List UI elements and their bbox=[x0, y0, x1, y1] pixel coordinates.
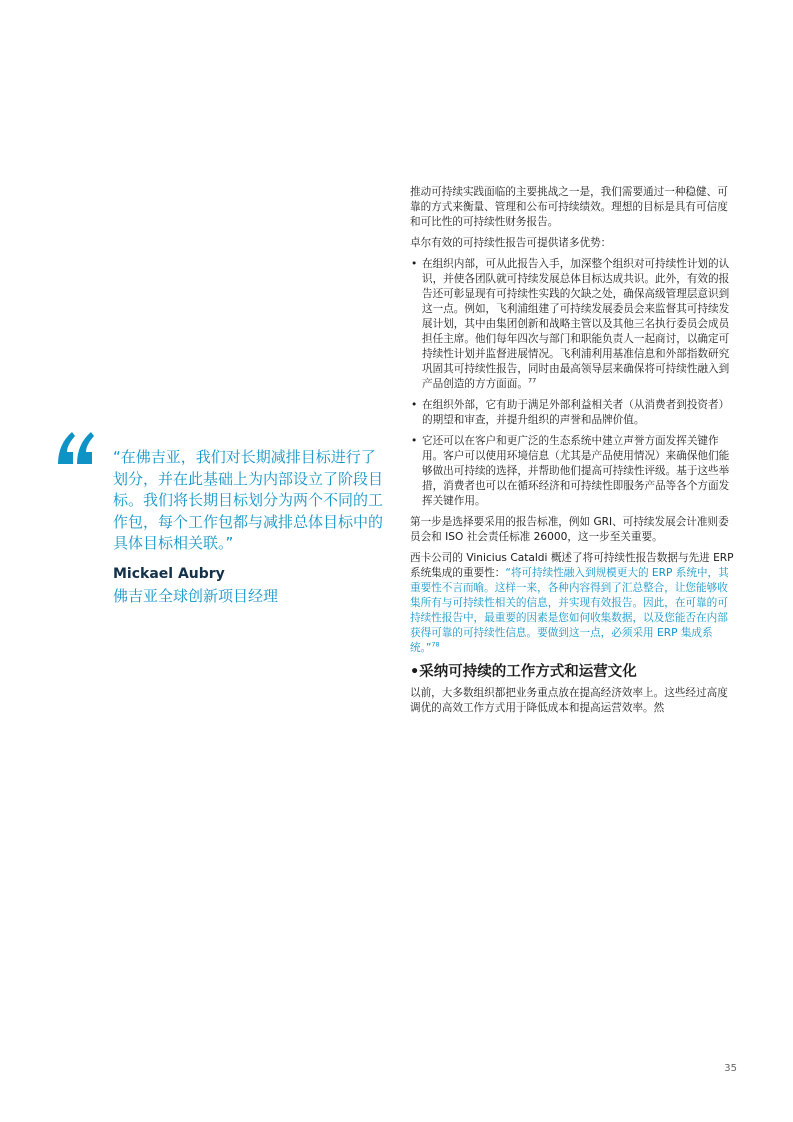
quotation-mark-icon bbox=[56, 418, 96, 478]
cataldi-paragraph bbox=[410, 551, 736, 656]
list-item bbox=[410, 398, 736, 428]
closing-paragraph: 以前，大多数组织都把业务重点放在提高经济效率上。这些经过高度调优的高效工作方式用于降低成本和提高运营效率。然 bbox=[410, 687, 728, 714]
footnote-ref: 78 bbox=[431, 640, 440, 649]
intro-paragraph: 推动可持续实践面临的主要挑战之一是，我们需要通过一种稳健、可靠的方式来衡量、管理和公布可持续绩效。理想的目标是具有可信度和可比性的可持续性财务报告。 bbox=[410, 186, 728, 228]
quote-author-role: 佛吉亚全球创新项目经理 bbox=[113, 587, 279, 605]
list-item bbox=[410, 434, 736, 509]
standards-paragraph: 第一步是选择要采用的报告标准，例如 GRI、可持续发展会计准则委员会和 ISO 社会责任标准 26000，这一步至关重要。 bbox=[410, 516, 729, 543]
bullet-marker: • bbox=[411, 258, 418, 270]
section-heading: •采纳可持续的工作方式和运营文化 bbox=[410, 664, 637, 680]
list-item-text: 在组织内部，可从此报告入手，加深整个组织对可持续性计划的认识，并使各团队就可持续发展总体目标达成共识。此外，有效的报告还可彰显现有可持续性实践的欠缺之处，确保高级管理层意识到这一点。例如，飞利浦组建了可持续发展委员会来监督其可持续发展计划，其中由集团创新和战略主管以及其他三名执行委员会成员担任主席。他们每年四次与部门和职能负责人一起商讨，以确定可持续性计划并监督进展情况。飞利浦利用基准信息和外部指数研究巩固其可持续性报告，同时由最高领导层来确保将可持续性融入到产品创造的方方面面。 bbox=[422, 258, 730, 390]
cataldi-intro: 西卡公司的 Vinicius Cataldi 概述了将可持续性报告数据与先进 ERP 系统集成的重要性： bbox=[410, 552, 734, 579]
footnote-ref: 77 bbox=[527, 376, 537, 385]
list-item bbox=[410, 257, 736, 392]
quote-author: Mickael Aubry bbox=[113, 566, 225, 582]
bullet-marker: • bbox=[411, 399, 418, 411]
benefits-lead: 卓尔有效的可持续性报告可提供诸多优势： bbox=[410, 237, 612, 249]
page-number: 35 bbox=[724, 1063, 737, 1074]
list-item-text: 在组织外部，它有助于满足外部利益相关者（从消费者到投资者）的期望和审查，并提升组织的声誉和品牌价值。 bbox=[422, 399, 730, 426]
pull-quote-text: “在佛吉亚，我们对长期减排目标进行了划分，并在此基础上为内部设立了阶段目标。我们将长期目标划分为两个不同的工作包，每个工作包都与减排总体目标中的具体目标相关联。” bbox=[113, 448, 384, 552]
benefits-list bbox=[410, 257, 736, 509]
list-item-text: 它还可以在客户和更广泛的生态系统中建立声誉方面发挥关键作用。客户可以使用环境信息（尤其是产品使用情况）来确保他们能够做出可持续的选择，并帮助他们提高可持续性评级。基于这些举措，消费者也可以在循环经济和可持续性即服务产品等各个方面发挥关键作用。 bbox=[422, 435, 730, 507]
bullet-marker: • bbox=[411, 435, 418, 447]
main-text-column bbox=[410, 185, 736, 722]
cataldi-quote: “将可持续性融入到规模更大的 ERP 系统中，其重要性不言而喻。这样一来，各种内容得到了汇总整合，让您能够收集所有与可持续性相关的信息，并实现有效报告。因此，在可靠的可持续性报告中，最重要的因素是您如何收集数据，以及您能否在内部获得可靠的可持续性信息。要做到这一点，必须采用 ERP 集成系统。” bbox=[410, 567, 729, 654]
